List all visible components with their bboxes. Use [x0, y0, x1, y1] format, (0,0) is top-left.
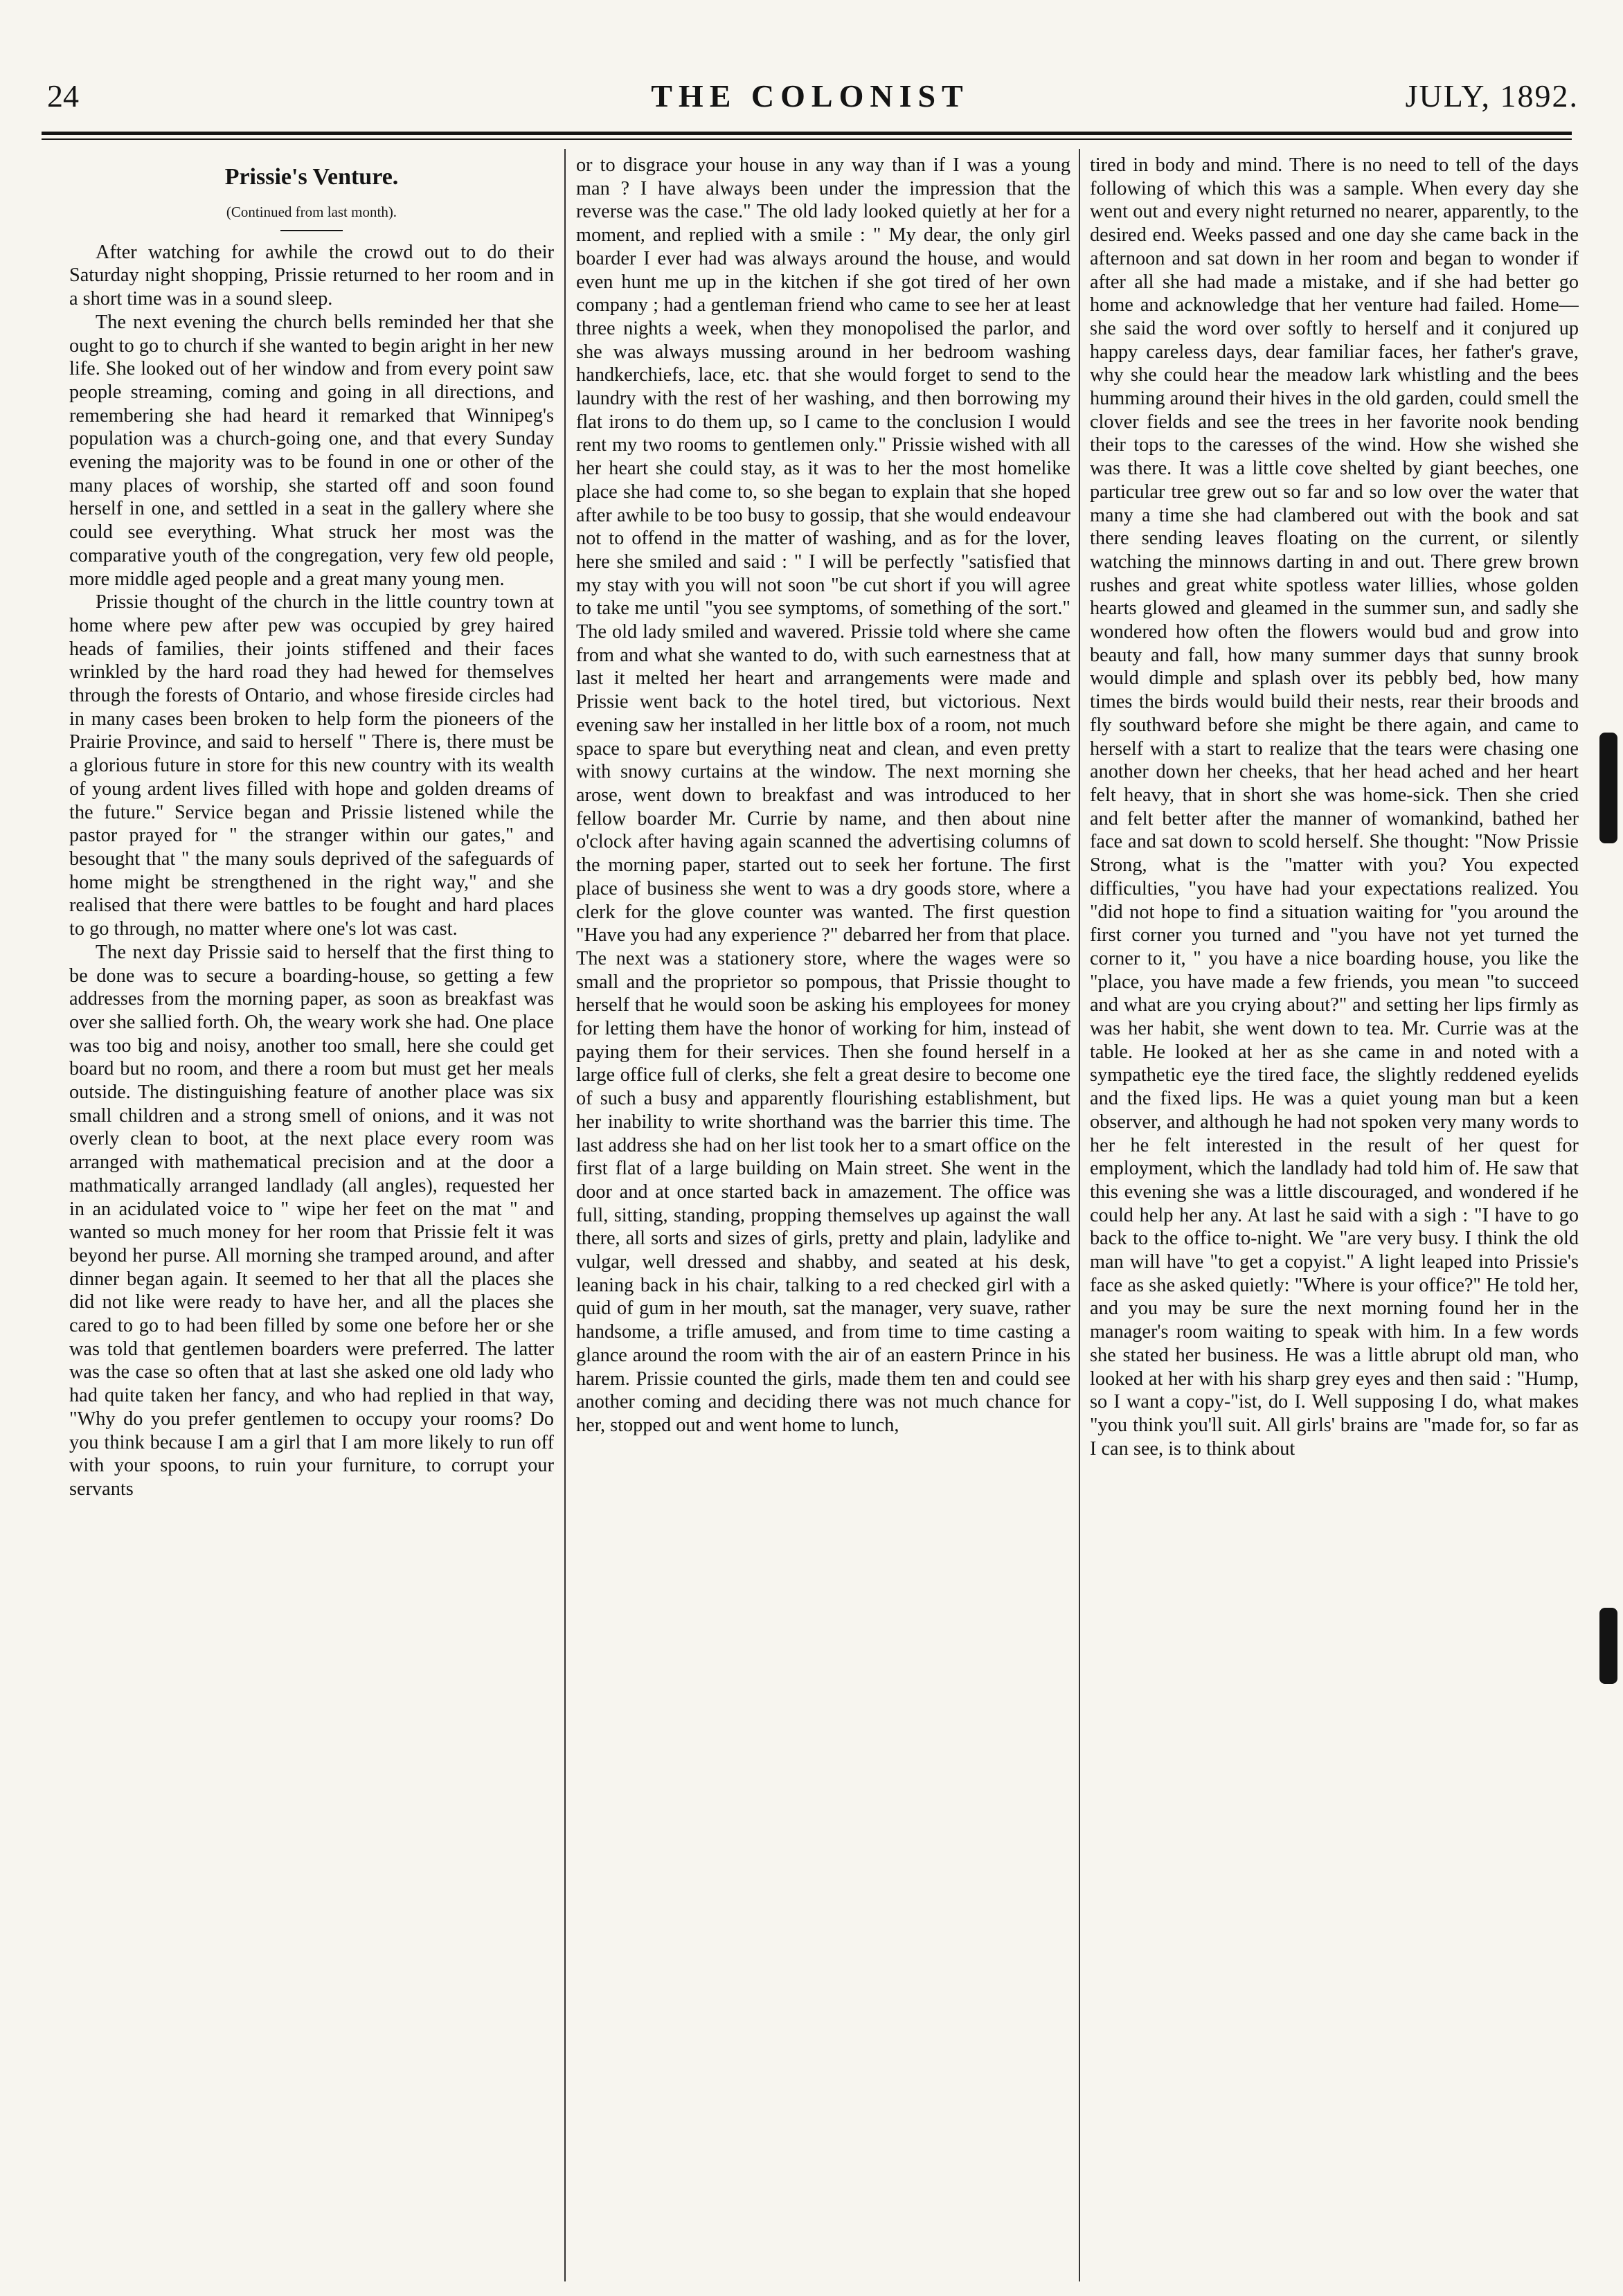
column-2	[576, 154, 1070, 2279]
issue-date: JULY, 1892.	[1405, 78, 1579, 114]
binding-mark	[1599, 733, 1617, 843]
page-number: 24	[47, 78, 79, 114]
column-divider	[564, 149, 566, 2281]
paragraph: After watching for awhile the crowd out to do their Saturday night shopping, Prissie returned to her room and in a short time was in a sound sleep.	[69, 241, 554, 310]
article-subtitle: (Continued from last month).	[226, 204, 397, 220]
paragraph: The next evening the church bells reminded her that she ought to go to church if she wanted to begin aright in her new life. She looked out of her window and from every point saw people streaming, coming and going in all directions, and remembering she had heard it remarked that Winnipeg's population was a church-going one, and that every Sunday evening the majority was to be found in one or other of the many places of worship, she started off and soon found herself in one, and settled in a seat in the gallery where she could see everything. What struck her most was the comparative youth of the congregation, very few old people, more middle aged people and a great many young men.	[69, 311, 554, 590]
title-rule	[280, 230, 343, 231]
paragraph: The next day Prissie said to herself that the first thing to be done was to secure a boarding-house, so getting a few addresses from the morning paper, as soon as breakfast was over she sallied forth. Oh, the weary work she had. One place was too big and noisy, another too small, here she could get board but no room, and there a room but must get her meals outside. The distinguishing feature of another place was six small children and a strong smell of onions, and it was not overly clean to boot, at the next place every room was arranged with mathematical precision and at the door a mathmatically arranged landlady (all angles), requested her in an acidulated voice to " wipe her feet on the mat " and wanted so much money for her room that Prissie felt it was beyond her purse. All morning she tramped around, and after dinner began again. It seemed to her that all the places she did not like were ready to have her, and all the places she cared to go to had been filled by some one before her or she was told that gentlemen boarders were preferred. The latter was the case so often that at last she asked one old lady who had quite taken her fancy, and who had replied in that way, "Why do you prefer gentlemen to occupy your rooms? Do you think because I am a girl that I am more likely to run off with your spoons, to ruin your furniture, to corrupt your servants	[69, 941, 554, 1500]
column-3	[1090, 154, 1579, 2279]
binding-mark	[1599, 1608, 1617, 1684]
article-title: Prissie's Venture.	[224, 164, 399, 190]
column-divider	[1079, 149, 1080, 2281]
header-rule	[42, 132, 1572, 135]
publication-title: THE COLONIST	[651, 78, 969, 114]
column-1	[69, 154, 554, 2279]
paragraph: Prissie thought of the church in the little country town at home where pew after pew was occupied by grey haired heads of families, their joints stiffened and their faces wrinkled by the hard road they had hewed for themselves through the forests of Ontario, and whose fireside circles had in many cases been broken to help form the pioneers of the Prairie Province, and said to herself " There is, there must be a glorious future in store for this new country with its wealth of young ardent lives filled with hope and golden dreams of the future." Service began and Prissie listened while the pastor prayed for " the stranger within our gates," and besought that " the many souls deprived of the safeguards of home might be strengthened in the right way," and she realised that there were battles to be fought and hard places to go through, no matter where one's lot was cast.	[69, 591, 554, 940]
paragraph: or to disgrace your house in any way than if I was a young man ? I have always been under the impression that the reverse was the case." The old lady looked quietly at her for a moment, and replied with a smile : " My dear, the only girl boarder I ever had was always around the house, and would even hunt me up in the kitchen if she got tired of her own company ; had a gentleman friend who came to see her at least three nights a week, when they monopolised the parlor, and she was always mussing around in her bedroom washing handkerchiefs, lace, etc. that she would forget to send to the laundry with the rest of her washing, and then borrowing my flat irons to do them up, so I came to the conclusion I would rent my two rooms to gentlemen only." Prissie wished with all her heart she could stay, as it was to her the most homelike place she had come to, so she began to explain that she hoped after awhile to be too busy to gossip, that she would endeavour not to offend in the matter of washing, and as for the lover, here she smiled and said : " I will be perfectly "satisfied that my stay with you will not soon "be cut short if you will agree to take me until "you see symptoms, of something of the sort." The old lady smiled and wavered. Prissie told where she came from and what she wanted to do, with such earnestness that at last it melted her heart and arrangements were made and Prissie went back to the hotel tired, but victorious. Next evening saw her installed in her little box of a room, not much space to spare but everything neat and clean, and even pretty with snowy curtains at the window. The next morning she arose, went down to breakfast and was introduced to her fellow boarder Mr. Currie by name, and then about nine o'clock after having again scanned the advertising columns of the morning paper, started out to seek her fortune. The first place of business she went to was a dry goods store, where a clerk for the glove counter was wanted. The first question "Have you had any experience ?" debarred her from that place. The next was a stationery store, where the wages were so small and the proprietor so pompous, that Prissie thought to herself that he would soon be asking his employees for money for letting them have the honor of working for him, instead of paying them for their services. Then she found herself in a large office full of clerks, she felt a great desire to become one of such a busy and apparently flourishing establishment, but her inability to write shorthand was the barrier this time. The last address she had on her list took her to a smart office on the first flat of a large building on Main street. She went in the door and at once started back in amazement. The office was full, sitting, standing, propping themselves up against the wall there, all sorts and sizes of girls, pretty and plain, ladylike and vulgar, well dressed and shabby, and seated at his desk, leaning back in his chair, talking to a red checked girl with a quid of gum in her mouth, sat the manager, very suave, rather handsome, a trifle amused, and from time to time casting a glance around the room with the air of an eastern Prince in his harem. Prissie counted the girls, made them ten and could see another coming and deciding there was not much chance for her, stopped out and went home to lunch,	[576, 154, 1070, 1436]
paragraph: tired in body and mind. There is no need to tell of the days following of which this was a sample. When every day she went out and every night returned no nearer, apparently, to the desired end. Weeks passed and one day she came back in the afternoon and sat down in her room and began to wonder if after all she had made a mistake, and if she had better go home and acknowledge that her venture had failed. Home—she said the word over softly to herself and it conjured up happy careless days, dear familiar faces, her father's grave, why she could hear the meadow lark whistling and the bees humming around their hives in the old garden, could smell the clover fields and see the trees in her favorite nook bending their tops to the caresses of the wind. How she wished she was there. It was a little cove shelted by giant beeches, one particular tree grew out so far and so low over the water that many a time she had clambered out with the book and sat there sending leaves floating on the current, or silently watching the minnows darting in and out. There grew brown rushes and great white spotless water lillies, whose golden hearts glowed and gleamed in the summer sun, and sadly she wondered how often the flowers would bud and grow into beauty and fall, how many summer days that sunny brook would dimple and splash over its pebbly bed, how many times the birds would build their nests, rear their broods and fly southward before she might be there again, and came to herself with a start to realize that the tears were chasing one another down her cheeks, that her head ached and her heart felt heavy, that in short she was home-sick. Then she cried and felt better after the manner of womankind, bathed her face and sat down to scold herself. She thought: "Now Prissie Strong, what is the "matter with you? You expected difficulties, "you have had your expectations realized. You "did not hope to find a situation waiting for "you around the first corner you turned and "you have not yet turned the corner to it, " you have a nice boarding house, you like the "place, you have made a few friends, you mean "to succeed and what are you crying about?" and setting her lips firmly as was her habit, she went down to tea. Mr. Currie was at the table. He looked at her as she came in and noted with a sympathetic eye the tired face, the slightly reddened eyelids and the fixed lips. He was a quiet young man but a keen observer, and although he had not spoken very many words to her he felt interested in the result of her quest for employment, which the landlady had told him of. He saw that this evening she was a little discouraged, and wondered if he could help her any. At last he said with a sigh : "I have to go back to the office to-night. We "are very busy. I think the old man will have "to get a copyist." A light leaped into Prissie's face as she asked quietly: "Where is your office?" He told her, and you may be sure the next morning found her in the manager's room waiting to speak with him. In a few words she stated her business. He was a little abrupt old man, who looked at her with his sharp grey eyes and then said : "Hump, so I want a copy-"ist, do I. Well supposing I do, what makes "you think you'll suit. All girls' brains are "made for, so far as I can see, is to think about	[1090, 154, 1579, 1460]
page-header	[42, 78, 1579, 119]
header-rule-thin	[42, 138, 1572, 140]
